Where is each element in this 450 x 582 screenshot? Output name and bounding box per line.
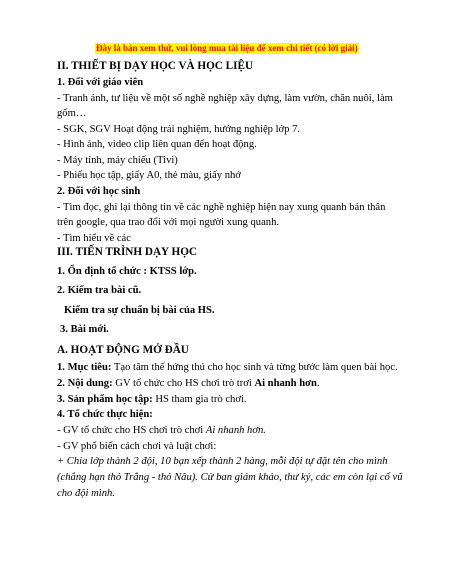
paragraph-line: trên google, qua trao đổi với mọi người xung quanh. xyxy=(57,217,280,228)
content-text: GV tổ chức cho HS chơi trò trơi xyxy=(112,378,255,389)
list-item: - Hình ảnh, video clip liên quan đến hoạt động. xyxy=(57,139,257,150)
paragraph-line: gốm… xyxy=(57,108,87,119)
subheading-student: 2. Đối với học sinh xyxy=(57,186,141,197)
step-heading: 1. Ổn định tổ chức : KTSS lớp. xyxy=(57,266,197,277)
game-name-italic: Ai nhanh hơn. xyxy=(205,425,266,436)
list-item xyxy=(57,424,266,437)
organization-label: 4. Tổ chức thực hiện: xyxy=(57,409,153,420)
game-name: Ai nhanh hơn xyxy=(254,378,317,389)
section-heading-equipment: II. THIẾT BỊ DẠY HỌC VÀ HỌC LIỆU xyxy=(57,60,254,72)
section-heading-process: III. TIẾN TRÌNH DẠY HỌC xyxy=(57,246,197,258)
subheading-teacher: 1. Đối với giáo viên xyxy=(57,77,144,88)
paragraph-line: (chẳng hạn thỏ Trắng - thỏ Nâu). Cử ban giám khảo, thư ký, các em còn lại cổ vũ xyxy=(57,472,403,483)
product-line xyxy=(57,393,247,406)
list-item: - GV phổ biến cách chơi và luật chơi: xyxy=(57,441,217,452)
step-heading: 2. Kiểm tra bài cũ. xyxy=(57,285,142,296)
list-item: - Phiếu học tập, giấy A0, thẻ màu, giấy nhớ xyxy=(57,170,241,181)
list-item: - Máy tính, máy chiếu (Tivi) xyxy=(57,155,178,166)
paragraph-line: - Tranh ảnh, tư liệu về một số nghề nghiệp xây dựng, làm vườn, chăn nuôi, làm xyxy=(57,93,393,104)
list-text: - GV tổ chức cho HS chơi trò chơi xyxy=(57,425,206,436)
step-heading: 3. Bài mới. xyxy=(60,324,109,335)
product-text: HS tham gia trò chơi. xyxy=(152,394,247,405)
objective-label: 1. Mục tiêu: xyxy=(57,362,112,373)
activity-heading: A. HOẠT ĐỘNG MỞ ĐẦU xyxy=(57,344,189,356)
content-end: . xyxy=(316,378,320,389)
step-text: Kiểm tra sự chuẩn bị bài của HS. xyxy=(64,305,215,316)
product-label: 3. Sản phẩm học tập: xyxy=(57,394,153,405)
list-item: - Tìm hiểu về các xyxy=(57,233,131,244)
paragraph-line: - Tìm đọc, ghi lại thông tin về các nghề nghiệp hiện nay xung quanh bản thân xyxy=(57,202,386,213)
content-line xyxy=(57,377,320,390)
list-item: - SGK, SGV Hoạt động trải nghiệm, hướng nghiệp lớp 7. xyxy=(57,124,301,135)
paragraph-line: cho đội mình. xyxy=(57,488,115,499)
preview-banner: Đây là bản xem thử, vui lòng mua tài liệu để xem chi tiết (có lời giải) xyxy=(96,43,358,53)
objective-line xyxy=(57,361,398,374)
paragraph-line: + Chia lớp thành 2 đội, 10 bạn xếp thành 2 hàng, mỗi đội tự đặt tên cho mình xyxy=(57,456,388,467)
objective-text: Tạo tâm thế hứng thú cho học sinh và từng bước làm quen bài học. xyxy=(111,362,398,373)
content-label: 2. Nội dung: xyxy=(57,378,113,389)
